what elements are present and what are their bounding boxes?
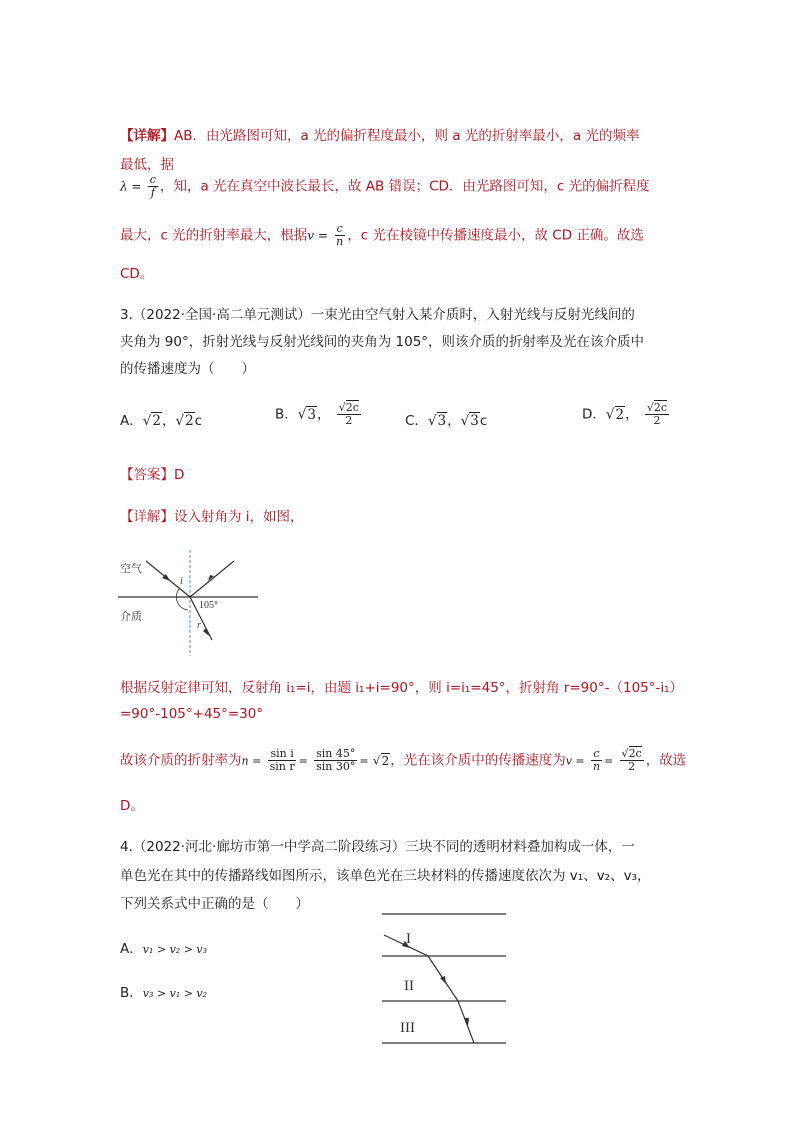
q3-option-b[interactable]: B．√3， $\frac{√2c}{2}$	[275, 401, 359, 427]
path-arrow-2	[440, 976, 446, 984]
q4-option-b[interactable]: B．v₃ > v₁ > v₂	[120, 985, 208, 1001]
q3-stem-3: 的传播速度为（ ）	[120, 361, 255, 377]
explanation-line-4: 最大，c 光的折射率最大，根据v = $\frac{c}{n}$ ，c 光在棱镜中传播速度最小，故 CD 正确。故选	[120, 222, 644, 248]
q4-stem-1: 4.（2022·河北·廊坊市第一中学高二阶段练习）三块不同的透明材料叠加构成一体，一	[120, 839, 635, 855]
q3-solution-4: D。	[120, 798, 144, 814]
lambda-fraction: $\frac{c}{f}$	[149, 173, 156, 199]
q3-solution-1: 根据反射定律可知，反射角 i₁=i，由题 i₁+i=90°，则 i=i₁=45°，折射角 r=90°-（105°-i₁）	[120, 680, 684, 696]
label-layer-3: III	[400, 1020, 415, 1036]
layers-diagram	[380, 910, 510, 1050]
explanation-line-1: 【详解】AB．由光路图可知，a 光的偏折程度最小，则 a 光的折射率最小，a 光的频率	[120, 128, 640, 144]
label-angle-105: 105°	[199, 600, 218, 611]
label-air: 空气	[120, 563, 142, 575]
q4-option-a[interactable]: A．v₁ > v₂ > v₃	[120, 941, 208, 957]
q3-detail-intro: 【详解】设入射角为 i，如图，	[120, 509, 304, 525]
q3-solution-2: =90°-105°+45°=30°	[120, 706, 264, 722]
explanation-line-2: 最低，据	[120, 157, 174, 173]
q3-stem-2: 夹角为 90°，折射光线与反射光线间的夹角为 105°，则该介质的折射率及光在该介质中	[120, 334, 645, 350]
explanation-tag: 【详解】	[120, 128, 174, 144]
label-layer-1: I	[406, 931, 411, 947]
label-angle-r: r	[197, 620, 201, 631]
q3-answer: 【答案】D	[120, 467, 185, 483]
q3-solution-3: 故该介质的折射率为n = $\frac{\text{sin i}}{\text{sin r}}$ = $\frac{\sin 45^\circ}{\sin 30^\circ}$ = √2，光在该介质中的传播速度为v = $\frac{c}{n}$ = $\frac{√2c}{2}$ ，故选	[120, 747, 687, 773]
reflected-ray	[190, 561, 234, 597]
light-path	[384, 935, 474, 1043]
q3-stem-1: 3.（2022·全国·高二单元测试）一束光由空气射入某介质时，入射光线与反射光线间的	[120, 307, 635, 323]
label-layer-2: II	[404, 978, 414, 994]
q4-stem-3: 下列关系式中正确的是（ ）	[120, 896, 309, 912]
explanation-line-5: CD。	[120, 266, 154, 282]
q3-option-c[interactable]: C．√3，√3c	[405, 413, 488, 429]
q4-stem-2: 单色光在其中的传播路线如图所示，该单色光在三块材料的传播速度依次为 v₁、v₂、v₃，	[120, 868, 651, 884]
speed-fraction: $\frac{c}{n}$	[336, 222, 344, 248]
q3-option-a[interactable]: A．√2，√2c	[120, 413, 203, 429]
refraction-diagram	[118, 548, 268, 658]
q3-option-d[interactable]: D．√2， $\frac{√2c}{2}$	[582, 401, 668, 427]
label-angle-i: i	[180, 576, 183, 587]
label-medium: 介质	[120, 611, 142, 623]
explanation-line-3: λ = $\frac{c}{f}$ ，知，a 光在真空中波长最长，故 AB 错误；CD．由光路图可知，c 光的偏折程度	[120, 173, 650, 199]
